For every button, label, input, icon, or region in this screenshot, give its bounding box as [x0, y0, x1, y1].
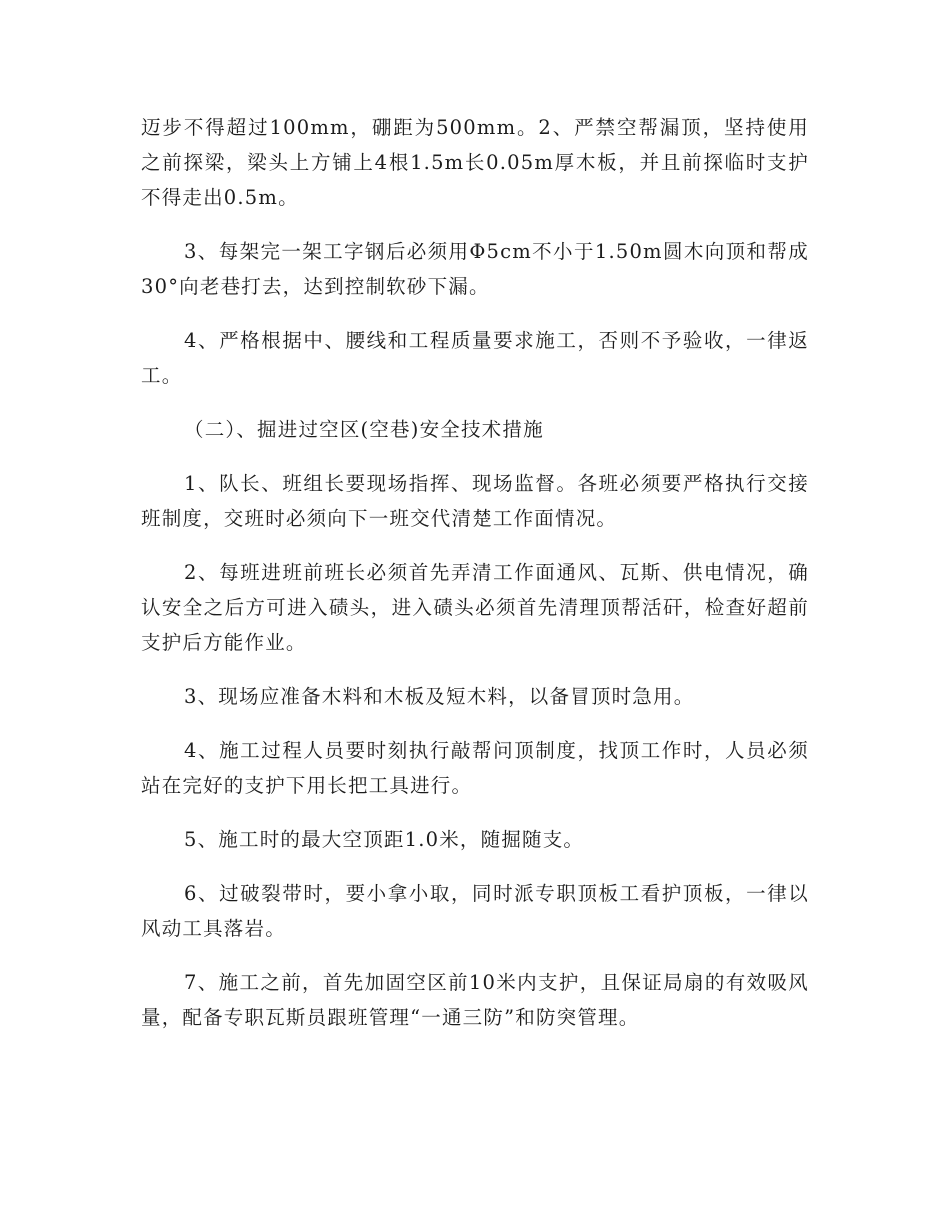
paragraph-1: 迈步不得超过100mm，硼距为500mm。2、严禁空帮漏顶，坚持使用之前探梁，梁头上方铺上4根1.5m长0.05m厚木板，并且前探临时支护不得走出0.5m。 — [141, 116, 809, 209]
section-heading: （二）、掘进过空区(空巷)安全技术措施 — [184, 418, 544, 441]
paragraph-9: 5、施工时的最大空顶距1.0米，随掘随支。 — [184, 828, 585, 851]
paragraph-10: 6、过破裂带时，要小拿小取，同时派专职顶板工看护顶板，一律以风动工具落岩。 — [141, 882, 809, 940]
paragraph-8: 4、施工过程人员要时刻执行敲帮问顶制度，找顶工作时，人员必须站在完好的支护下用长把工具进行。 — [141, 739, 809, 797]
paragraph-11: 7、施工之前，首先加固空区前10米内支护，且保证局扇的有效吸风量，配备专职瓦斯员跟班管理“一通三防”和防突管理。 — [141, 971, 809, 1029]
paragraph-2: 3、每架完一架工字钢后必须用Φ5cm不小于1.50m圆木向顶和帮成30°向老巷打去，达到控制软砂下漏。 — [141, 240, 809, 298]
paragraph-3: 4、严格根据中、腰线和工程质量要求施工，否则不予验收，一律返工。 — [141, 329, 809, 387]
paragraph-6: 2、每班进班前班长必须首先弄清工作面通风、瓦斯、供电情况，确认安全之后方可进入碛头，进入碛头必须首先清理顶帮活矸，检查好超前支护后方能作业。 — [141, 561, 809, 654]
document-body — [141, 110, 809, 1035]
paragraph-7: 3、现场应准备木料和木板及短木料，以备冒顶时急用。 — [184, 685, 695, 708]
paragraph-5: 1、队长、班组长要现场指挥、现场监督。各班必须要严格执行交接班制度，交班时必须向下一班交代清楚工作面情况。 — [141, 472, 809, 530]
